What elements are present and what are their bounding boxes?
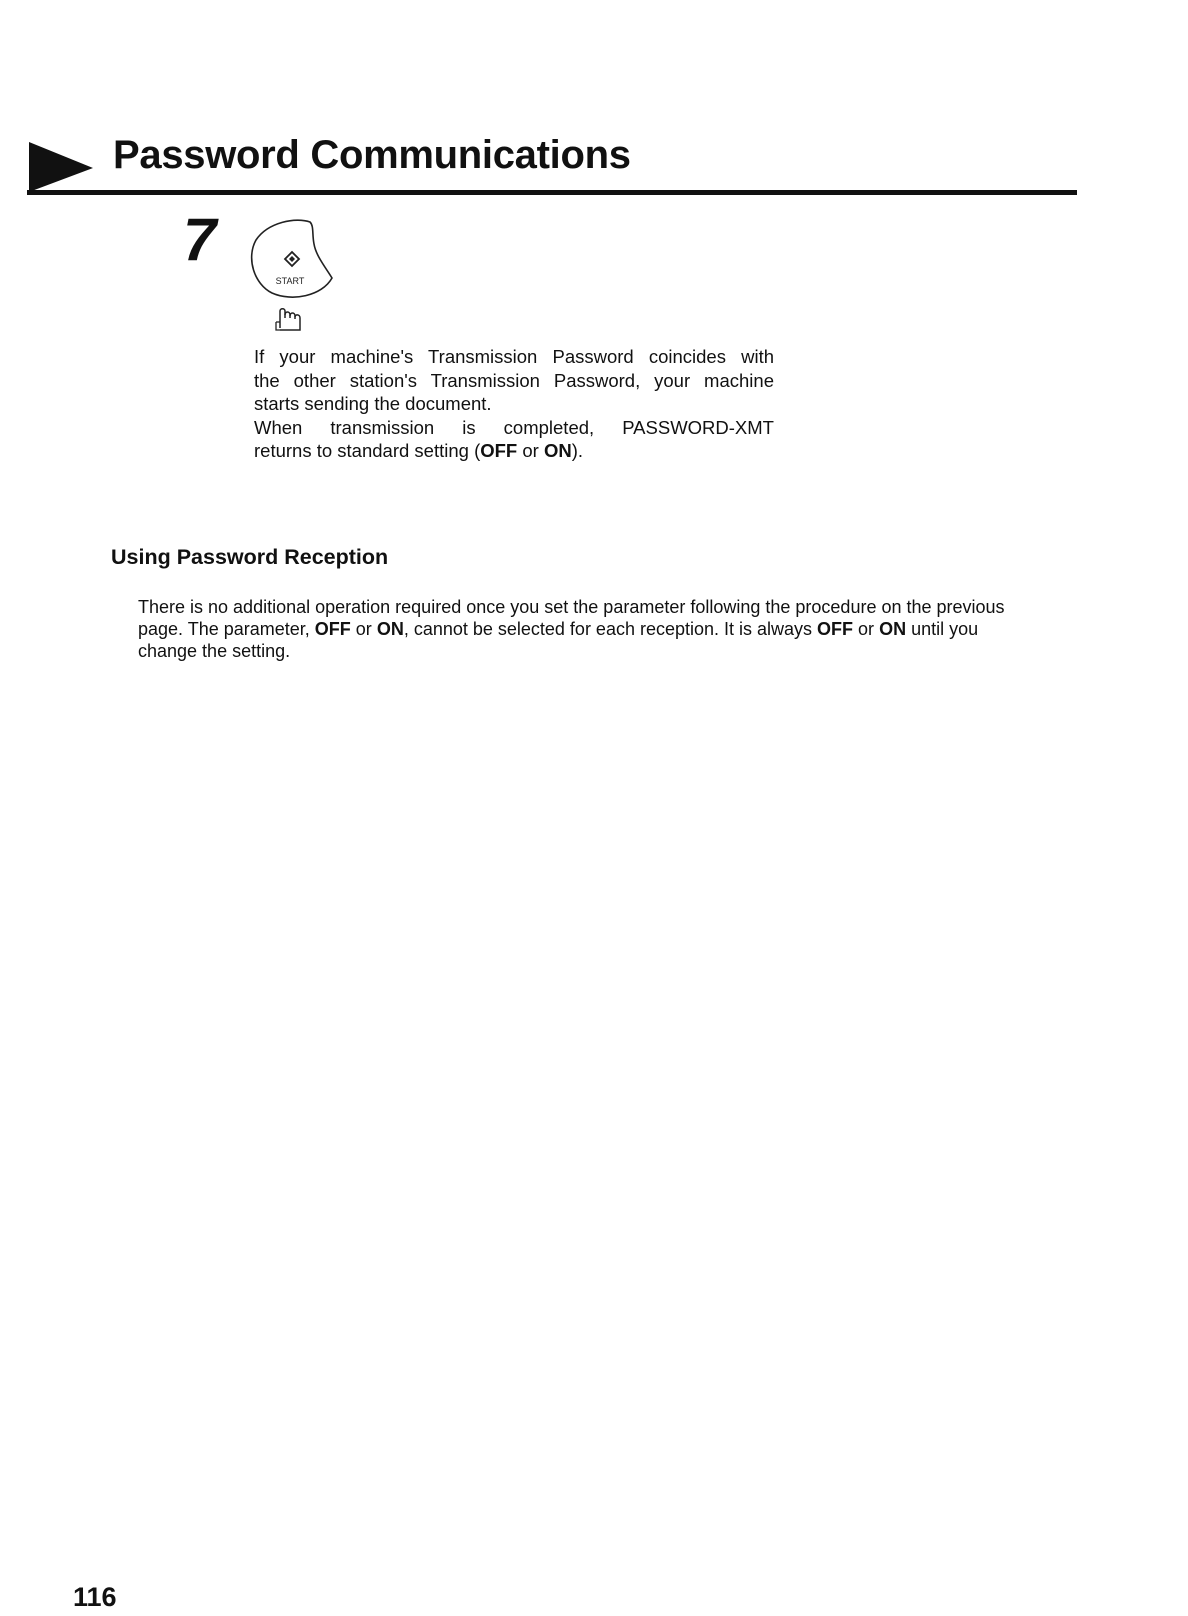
step-line: starts sending the document. [254, 393, 492, 414]
off-label: OFF [817, 619, 854, 639]
step-instructions [254, 345, 774, 463]
on-label: ON [376, 619, 404, 639]
reception-line: change the setting. [138, 641, 291, 661]
step-number: 7 [183, 206, 217, 273]
step-line-setting: returns to standard setting (OFF or ON). [254, 440, 584, 461]
on-label: ON [879, 619, 907, 639]
step-line: If your machine's Transmission Password coincides with [254, 346, 774, 367]
step-line: the other station's Transmission Password, your machine [254, 369, 774, 391]
section-arrow-icon [27, 140, 97, 192]
on-label: ON [543, 440, 572, 461]
start-button-label: START [275, 276, 305, 286]
page-number: 116 [73, 1582, 117, 1612]
page-title: Password Communications [113, 133, 631, 177]
reception-line: page. The parameter, OFF or ON, cannot be selected for each reception. It is always OFF or ON until you [138, 619, 979, 639]
reception-line: There is no additional operation required once you set the parameter following the procedure on the previous [138, 597, 1005, 617]
section-header [27, 130, 1077, 200]
off-label: OFF [314, 619, 351, 639]
reception-paragraph [138, 596, 1083, 662]
start-button-icon [248, 218, 348, 338]
header-rule [27, 190, 1077, 195]
reception-heading: Using Password Reception [111, 545, 389, 569]
off-label: OFF [480, 440, 518, 461]
step-line: When transmission is completed, PASSWORD-XMT [254, 416, 774, 438]
